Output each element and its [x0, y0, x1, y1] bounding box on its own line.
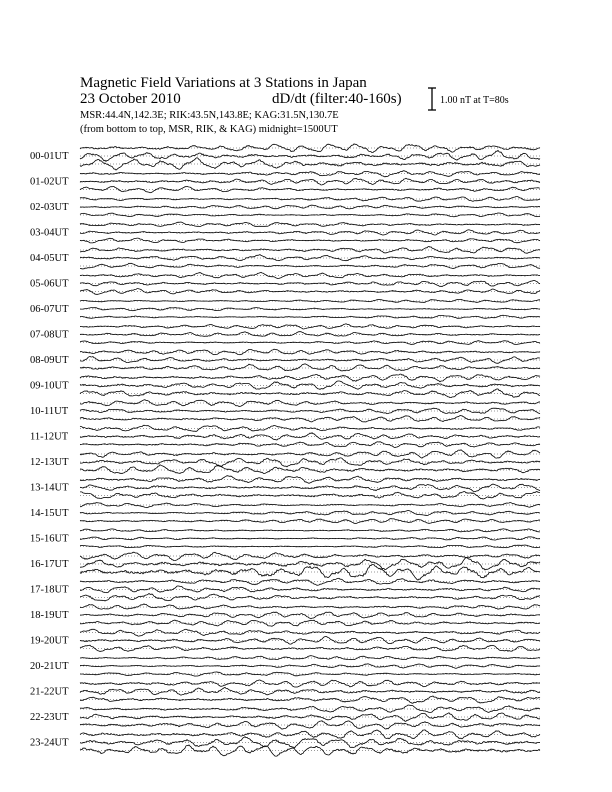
trace-rik [80, 664, 540, 669]
trace-kag [80, 299, 540, 302]
hour-label: 06-07UT [30, 304, 69, 315]
hour-label: 20-21UT [30, 661, 69, 672]
trace-msr [80, 565, 540, 581]
hour-label: 13-14UT [30, 482, 69, 494]
trace-kag [80, 374, 540, 382]
trace-rik [80, 230, 540, 235]
hour-label: 12-13UT [30, 457, 69, 468]
trace-kag [80, 680, 540, 687]
hour-label: 07-08UT [30, 329, 69, 341]
trace-rik [80, 178, 540, 185]
hour-label: 14-15UT [30, 508, 69, 519]
hour-label: 04-05UT [30, 253, 69, 264]
trace-rik [80, 586, 540, 593]
trace-rik [80, 537, 540, 540]
trace-rik [80, 458, 540, 467]
trace-rik [80, 205, 540, 209]
trace-rik [80, 511, 540, 516]
hour-label: 08-09UT [30, 355, 69, 366]
hour-label: 16-17UT [30, 559, 69, 570]
trace-rows [30, 144, 540, 756]
trace-msr [80, 389, 540, 398]
hour-label: 18-19UT [30, 610, 69, 621]
trace-msr [80, 213, 540, 217]
trace-rik [80, 356, 540, 363]
trace-kag [80, 578, 540, 585]
hour-label: 09-10UT [30, 380, 69, 392]
trace-msr [80, 696, 540, 703]
trace-msr [80, 465, 540, 474]
trace-kag [80, 222, 540, 227]
trace-kag [80, 171, 540, 177]
hour-label: 01-02UT [30, 176, 69, 188]
hour-label: 22-23UT [30, 712, 69, 723]
trace-rik [80, 381, 540, 389]
trace-kag [80, 629, 540, 636]
trace-rik [80, 484, 540, 492]
trace-kag [80, 656, 540, 660]
trace-rik [80, 612, 540, 619]
trace-msr [80, 745, 540, 756]
trace-msr [80, 364, 540, 371]
hour-label: 02-03UT [30, 202, 69, 213]
chart-title: Magnetic Field Variations at 3 Stations in Japan [80, 75, 367, 91]
hour-label: 19-20UT [30, 635, 69, 647]
hour-label: 15-16UT [30, 533, 69, 545]
hour-label: 00-01UT [30, 151, 69, 162]
trace-msr [80, 416, 540, 423]
trace-kag [80, 324, 540, 329]
trace-kag [80, 272, 540, 278]
trace-rik [80, 636, 540, 644]
trace-msr [80, 594, 540, 602]
trace-rik [80, 332, 540, 337]
trace-rik [80, 255, 540, 261]
trace-rik [80, 408, 540, 414]
hour-label: 21-22UT [30, 686, 69, 698]
hour-label: 17-18UT [30, 584, 69, 596]
hour-label: 23-24UT [30, 737, 69, 749]
trace-rik [80, 558, 540, 570]
stations-line: MSR:44.4N,142.3E; RIK:43.5N,143.8E; KAG:31.5N,130.7E [80, 110, 339, 121]
trace-msr [80, 315, 540, 318]
trace-kag [80, 246, 540, 253]
trace-kag [80, 144, 540, 153]
hour-label: 10-11UT [30, 406, 69, 417]
trace-kag [80, 705, 540, 712]
scale-bar [428, 88, 509, 110]
trace-rik [80, 737, 540, 748]
chart-measure: dD/dt (filter:40-160s) [272, 91, 402, 107]
hour-label: 11-12UT [30, 431, 69, 443]
scale-label: 1.00 nT at T=80s [440, 95, 509, 106]
trace-kag [80, 604, 540, 609]
chart-date: 23 October 2010 [80, 91, 181, 107]
hour-label: 03-04UT [30, 227, 69, 239]
order-line: (from bottom to top, MSR, RIK, & KAG) midnight=1500UT [80, 124, 338, 135]
trace-msr [80, 442, 540, 448]
hour-label: 05-06UT [30, 278, 69, 290]
